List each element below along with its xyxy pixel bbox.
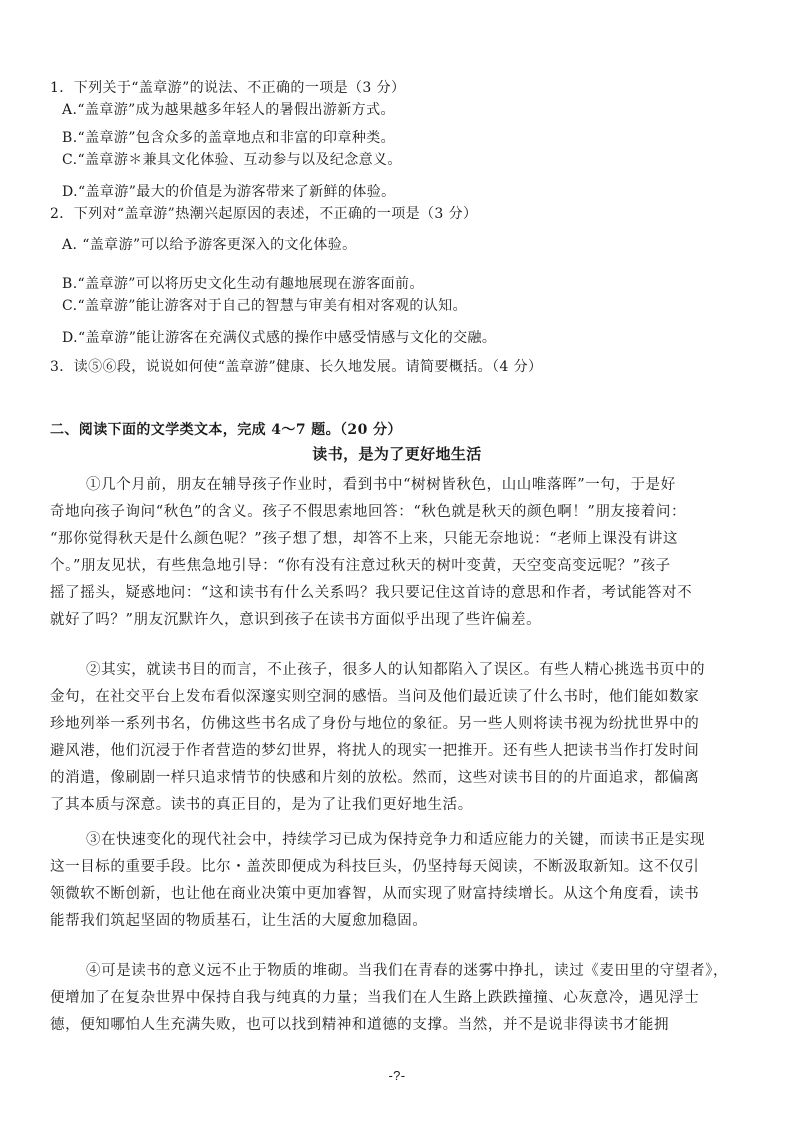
paragraph-2-line: 避风港，他们沉浸于作者营造的梦幻世界，将扰人的现实一把推开。还有些人把读书当作打发时间 [50,743,700,759]
question-3-stem: 3．读⑤⑥段，说说如何使“盖章游”健康、长久地发展。请简要概括。（4 分） [50,359,543,375]
paragraph-1-line: 摇了摇头，疑惑地问：“这和读书有什么关系吗？我只要记住这首诗的意思和作者，考试能答对不 [50,585,693,601]
question-1-option-b: B.“盖章游”包含众多的盖章地点和非富的印章种类。 [62,130,396,146]
paragraph-1-line: “那你觉得秋天是什么颜色呢？”孩子想了想，却答不上来，只能无奈地说：“老师上课没有讲这 [50,531,679,547]
paragraph-3-line: ③在快速变化的现代社会中，持续学习已成为保持竞争力和适应能力的关键，而读书正是实现 [86,832,706,848]
paragraph-2-line: 金句，在社交平台上发布看似深邃实则空洞的感悟。当问及他们最近读了什么书时，他们能如数家 [50,689,700,705]
question-1-option-c: C.“盖章游＊兼具文化体验、互动参与以及纪念意义。 [62,152,402,168]
article-title: 读书，是为了更好地生活 [312,445,482,463]
question-1-option-d: D.“盖章游”最大的价值是为游客带来了新鲜的体验。 [62,184,396,200]
page-number: -?- [388,1068,406,1083]
question-2-stem: 2．下列对“盖章游”热潮兴起原因的表述，不正确的一项是（3 分） [50,206,478,222]
paragraph-3-line: 领微软不断创新，也让他在商业决策中更加睿智，从而实现了财富持续增长。从这个角度看，读书 [50,886,700,902]
paragraph-2-line: 的消遣，像刷剧一样只追求情节的快感和片刻的放松。然而，这些对读书目的的片面追求，都偏离 [50,770,700,786]
paragraph-2-line: 了其本质与深意。读书的真正目的，是为了让我们更好地生活。 [50,797,473,813]
question-2-option-d: D.“盖章游”能让游客在充满仪式感的操作中感受情感与文化的交融。 [62,330,497,346]
paragraph-1-line: 个。”朋友见状，有些焦急地引导：“你有没有注意过秋天的树叶变黄，天空变高变远呢？”孩子 [50,558,671,574]
paragraph-4-line: 德，便知哪怕人生充满失败，也可以找到精神和道德的支撑。当然，并不是说非得读书才能拥 [50,1017,670,1033]
paragraph-1-line: 就好了吗？”朋友沉默许久，意识到孩子在读书方面似乎出现了些许偏差。 [50,612,542,628]
section-2-heading: 二、阅读下面的文学类文本，完成 4～7 题。（20 分） [50,422,402,438]
question-1-stem: 1．下列关于“盖章游”的说法、不正确的一项是（3 分） [50,80,406,96]
paragraph-2-line: ②其实，就读书目的而言，不止孩子，很多人的认知都陷入了误区。有些人精心挑选书页中的 [86,662,706,678]
question-2-option-c: C.“盖章游”能让游客对于自己的智慧与审美有相对客观的认知。 [62,298,467,314]
paragraph-3-line: 能帮我们筑起坚固的物质基石，让生活的大厦愈加稳固。 [50,913,428,929]
question-2-option-a: A. “盖章游”可以给予游客更深入的文化体验。 [62,237,357,253]
paragraph-3-line: 这一目标的重要手段。比尔・盖茨即便成为科技巨头，仍坚持每天阅读，不断汲取新知。这不仅引 [50,859,700,875]
paragraph-2-line: 珍地列举一系列书名，仿佛这些书名成了身份与地位的象征。另一些人则将读书视为纷扰世界中的 [50,716,700,732]
paragraph-4-line: 便增加了在复杂世界中保持自我与纯真的力量；当我们在人生路上跌跌撞撞、心灰意冷，遇见浮士 [50,990,700,1006]
paragraph-1-line: ①几个月前，朋友在辅导孩子作业时，看到书中“树树皆秋色，山山唯落晖”一句，于是好 [86,477,676,493]
paragraph-4-line: ④可是读书的意义远不止于物质的堆砌。当我们在青春的迷雾中挣扎，读过《麦田里的守望者》， [86,963,729,979]
question-1-option-a: A.“盖章游”成为越果越多年轻人的暑假出游新方式。 [62,102,395,118]
question-2-option-b: B.“盖章游”可以将历史文化生动有趣地展现在游客面前。 [62,276,424,292]
paragraph-1-line: 奇地向孩子询问“秋色”的含义。孩子不假思索地回答：“秋色就是秋天的颜色啊！”朋友接着问： [50,504,687,520]
